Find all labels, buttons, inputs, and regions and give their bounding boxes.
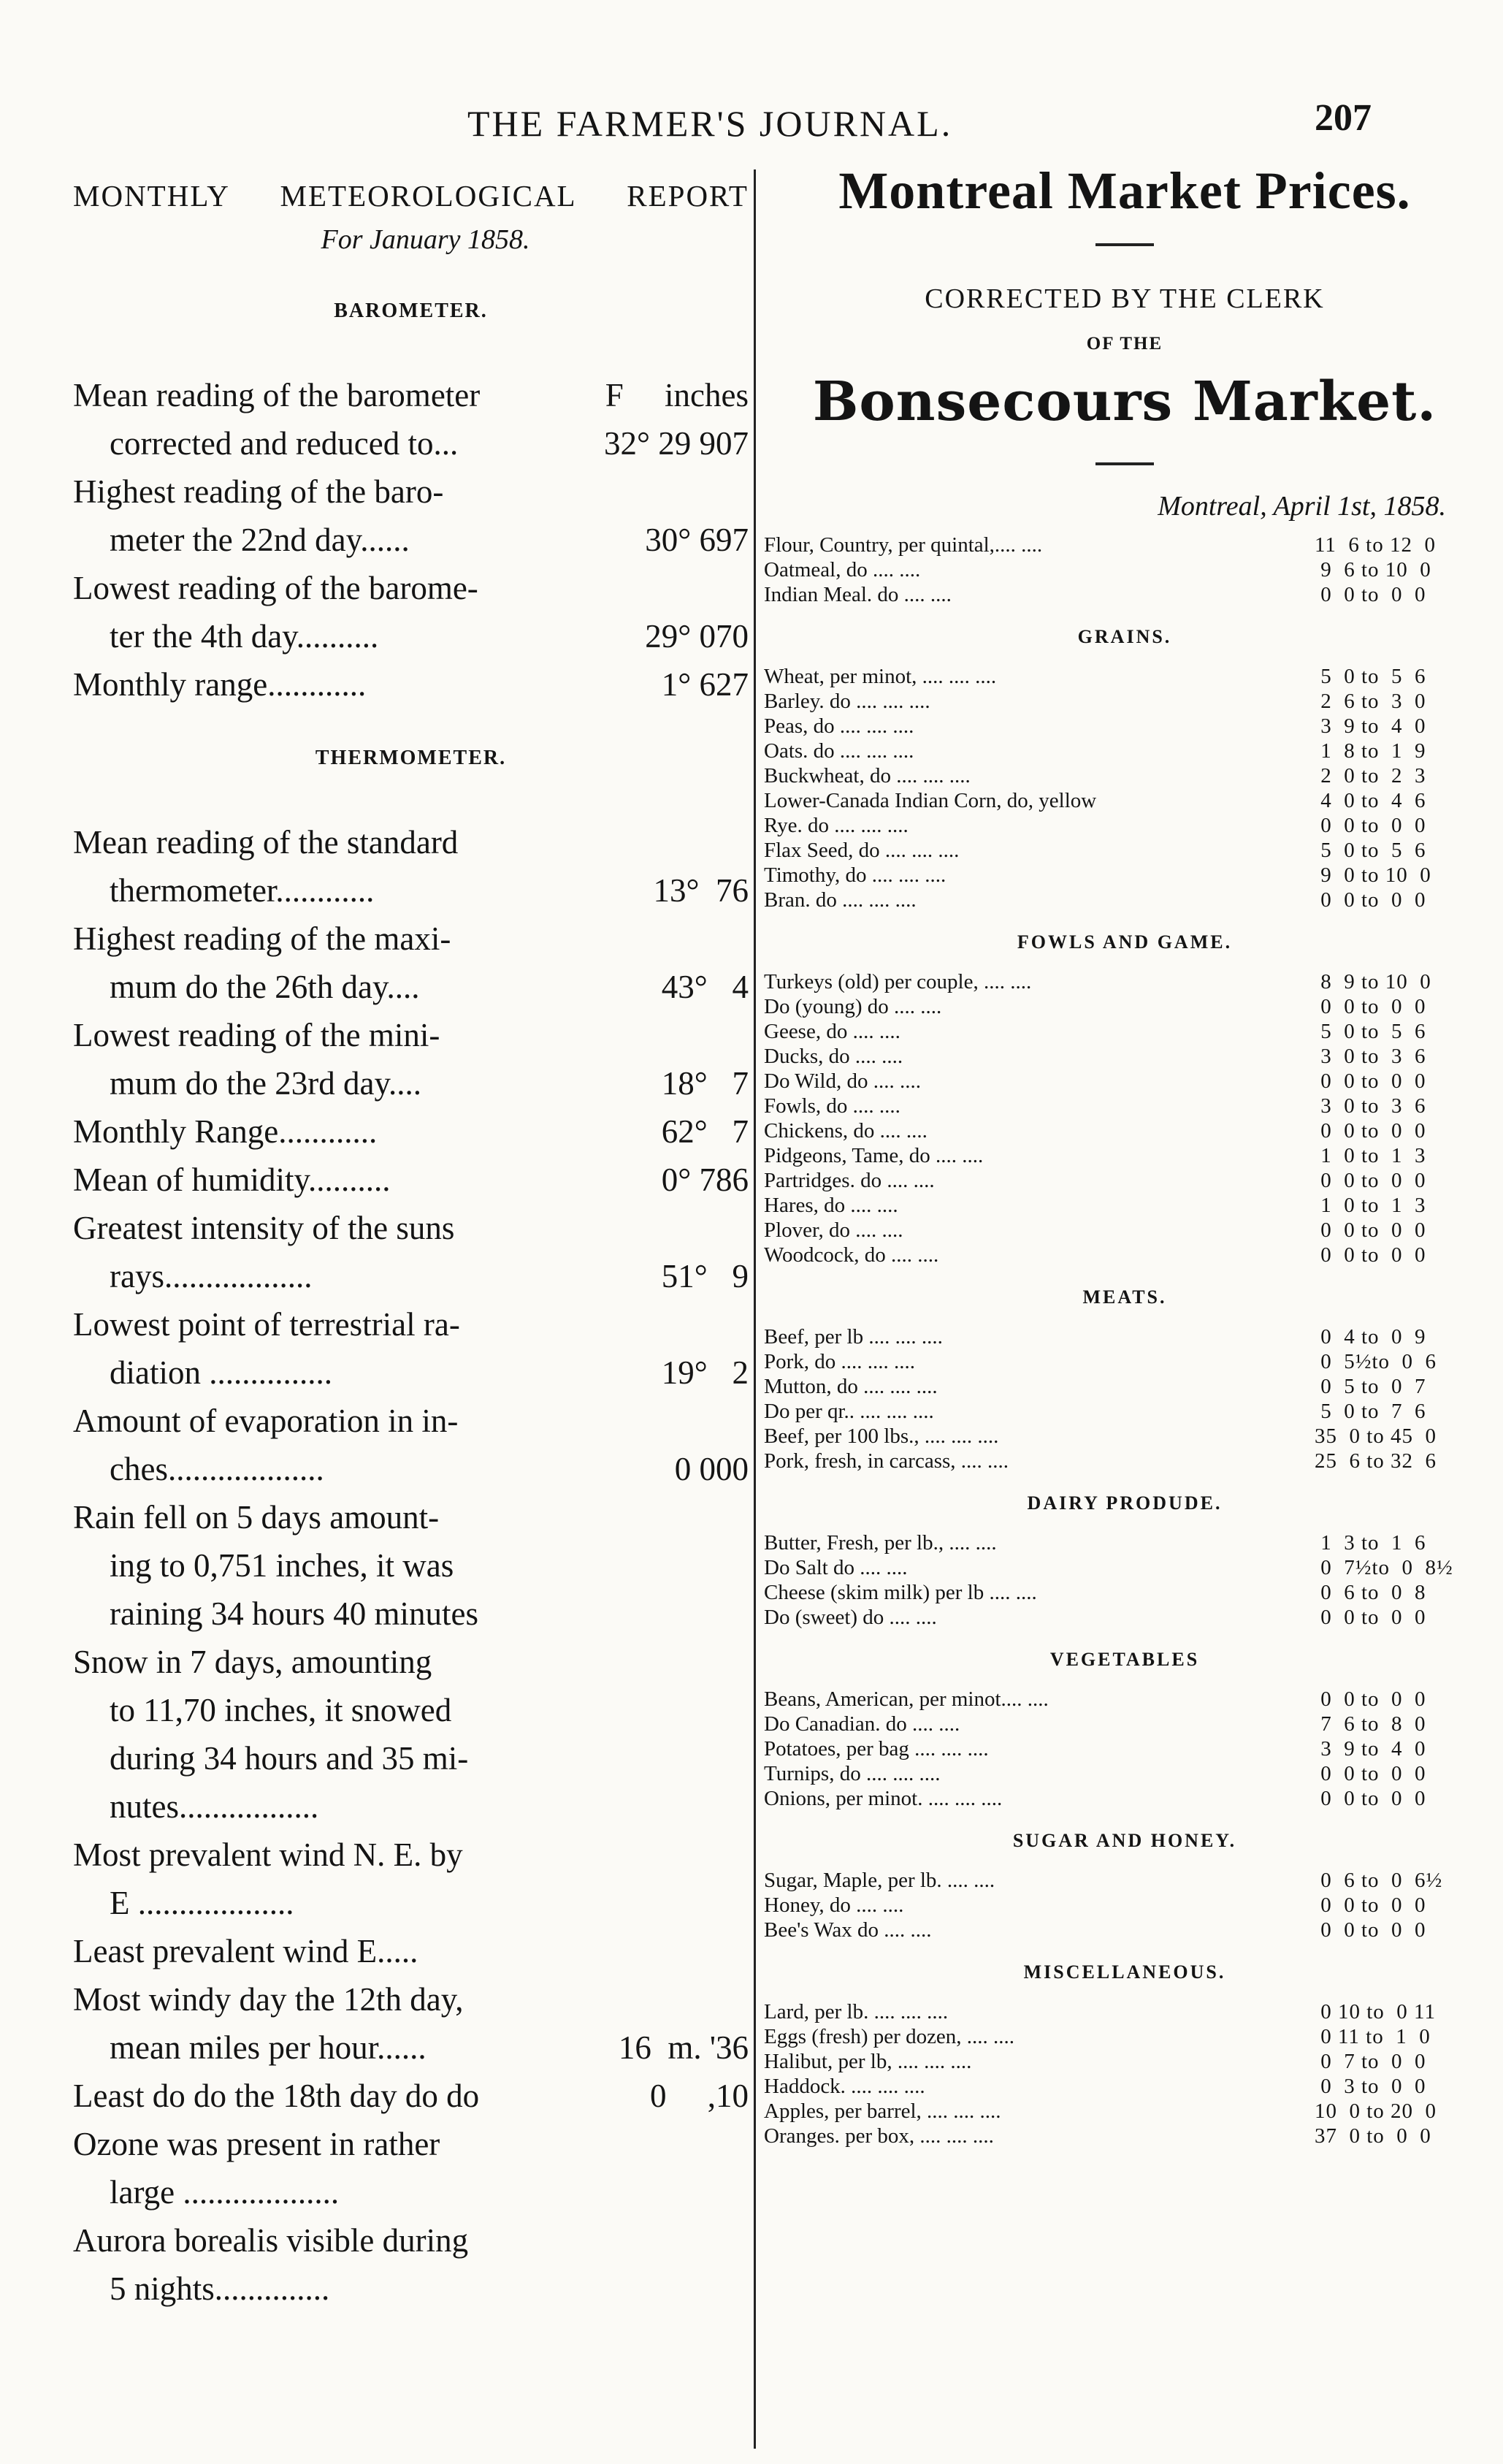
report-row [73, 1782, 749, 1831]
report-row-value: 30° 697 [645, 522, 749, 558]
report-title-word: MONTHLY [73, 179, 230, 213]
column-divider [754, 169, 756, 2449]
price-item-label: Beef, per lb .... .... .... [764, 1325, 943, 1349]
report-row-label: Mean of humidity.......... [73, 1162, 391, 1198]
of-the: OF THE [1086, 334, 1163, 354]
report-row-label: meter the 22nd day...... [110, 522, 410, 558]
price-list [760, 969, 1490, 1267]
price-item-label: Buckwheat, do .... .... .... [764, 764, 971, 787]
price-row [764, 1374, 1490, 1399]
price-item-label: Beans, American, per minot.... .... [764, 1687, 1049, 1711]
price-row [764, 1349, 1490, 1374]
report-row-value: 62° 7 [661, 1113, 749, 1150]
report-row-label: 5 nights.............. [110, 2270, 330, 2307]
price-item-label: Do Salt do .... .... [764, 1556, 908, 1579]
price-row [764, 1424, 1490, 1449]
price-item-label: Chickens, do .... .... [764, 1119, 928, 1143]
price-item-label: Butter, Fresh, per lb., .... .... [764, 1531, 997, 1555]
price-row [764, 1449, 1490, 1473]
report-row [73, 468, 749, 516]
report-row [73, 564, 749, 612]
report-row-label: Most prevalent wind N. E. by [73, 1836, 463, 1873]
report-row-label: Mean reading of the barometer [73, 377, 481, 413]
price-item-label: Pork, fresh, in carcass, .... .... [764, 1449, 1009, 1473]
price-row [764, 2024, 1490, 2049]
price-item-label: Lower-Canada Indian Corn, do, yellow [764, 789, 1097, 812]
price-item-label: Flour, Country, per quintal,.... .... [764, 533, 1043, 557]
report-row [73, 2168, 749, 2216]
price-item-value: 1 8 to 1 9 [1315, 739, 1426, 763]
report-row [73, 1831, 749, 1879]
price-item-value: 0 0 to 0 0 [1315, 583, 1426, 606]
price-item-label: Peas, do .... .... .... [764, 714, 914, 738]
report-row [73, 1975, 749, 2024]
price-list [760, 1687, 1490, 1811]
barometer-heading: BAROMETER. [334, 300, 488, 322]
report-row-label: Snow in 7 days, amounting [73, 1644, 432, 1680]
report-row-label: mum do the 26th day.... [110, 969, 420, 1005]
price-group [760, 1286, 1490, 1473]
price-item-label: Potatoes, per bag .... .... .... [764, 1737, 989, 1761]
report-row-label: corrected and reduced to... [110, 425, 459, 462]
price-row [764, 533, 1490, 557]
report-row [73, 1397, 749, 1445]
report-row-label: Lowest reading of the barome- [73, 570, 478, 606]
report-row-label: Monthly Range............ [73, 1113, 378, 1150]
price-row [764, 1712, 1490, 1736]
report-row-label: Amount of evaporation in in- [73, 1403, 459, 1439]
price-list [760, 1530, 1490, 1630]
price-row [764, 969, 1490, 994]
report-row [73, 1493, 749, 1541]
report-row-label: thermometer............ [110, 872, 375, 909]
report-row [73, 1011, 749, 1059]
report-row-label: Least do do the 18th day do do [73, 2078, 480, 2114]
report-row [73, 2072, 749, 2120]
price-item-label: Plover, do .... .... [764, 1218, 903, 1242]
price-list [760, 664, 1490, 912]
price-item-label: Timothy, do .... .... .... [764, 863, 946, 887]
price-item-value: 8 9 to 10 0 [1315, 970, 1431, 993]
price-row [764, 1736, 1490, 1761]
report-row-label: Most windy day the 12th day, [73, 1981, 464, 2018]
price-item-value: 0 6 to 0 6½ [1315, 1869, 1443, 1892]
price-item-label: Hares, do .... .... [764, 1194, 898, 1217]
price-row [764, 1786, 1490, 1811]
price-row [764, 1580, 1490, 1605]
report-row [73, 1541, 749, 1590]
report-row-label: Highest reading of the baro- [73, 473, 444, 510]
report-row [73, 1107, 749, 1156]
report-row-label: Highest reading of the maxi- [73, 920, 451, 957]
report-row-label: Lowest reading of the mini- [73, 1017, 440, 1053]
report-row [73, 1059, 749, 1107]
price-row [764, 1605, 1490, 1630]
report-row-label: Mean reading of the standard [73, 824, 459, 861]
price-item-value: 0 0 to 0 0 [1315, 1687, 1426, 1711]
price-group-heading: SUGAR AND HONEY. [1012, 1830, 1237, 1851]
price-row [764, 1019, 1490, 1044]
price-row [764, 2099, 1490, 2124]
price-item-value: 10 0 to 20 0 [1315, 2099, 1437, 2123]
report-row [73, 963, 749, 1011]
report-row [73, 371, 749, 419]
price-list [760, 533, 1490, 607]
running-header [0, 96, 1503, 155]
report-row-label: Least prevalent wind E..... [73, 1933, 418, 1969]
price-row [764, 2074, 1490, 2099]
price-group-heading: MISCELLANEOUS. [1023, 1961, 1226, 1983]
price-item-label: Sugar, Maple, per lb. .... .... [764, 1869, 995, 1892]
price-row [764, 1069, 1490, 1094]
price-item-value: 0 0 to 0 0 [1315, 1169, 1426, 1192]
price-item-value: 2 6 to 3 0 [1315, 690, 1426, 713]
report-row [73, 915, 749, 963]
price-item-label: Flax Seed, do .... .... .... [764, 839, 960, 862]
price-item-value: 5 0 to 5 6 [1315, 665, 1426, 688]
report-row [73, 1734, 749, 1782]
report-row-label: rays.................. [110, 1258, 313, 1294]
price-item-label: Woodcock, do .... .... [764, 1243, 939, 1267]
report-row [73, 1686, 749, 1734]
price-item-label: Haddock. .... .... .... [764, 2075, 925, 2098]
price-row [764, 1761, 1490, 1786]
price-item-label: Indian Meal. do .... .... [764, 583, 952, 606]
report-row-value: 1° 627 [661, 666, 749, 703]
price-row [764, 664, 1490, 689]
price-row [764, 1143, 1490, 1168]
price-item-label: Rye. do .... .... .... [764, 814, 909, 837]
price-groups [760, 533, 1490, 2148]
report-row [73, 2265, 749, 2313]
report-row [73, 1879, 749, 1927]
price-item-label: Fowls, do .... .... [764, 1094, 900, 1118]
report-row-label: raining 34 hours 40 minutes [110, 1595, 478, 1632]
price-item-value: 0 11 to 1 0 [1315, 2025, 1431, 2048]
price-item-label: Barley. do .... .... .... [764, 690, 930, 713]
report-row [73, 1204, 749, 1252]
market-prices-title: Montreal Market Prices. [838, 161, 1411, 220]
report-row [73, 1300, 749, 1349]
price-group-heading: DAIRY PRODUDE. [1027, 1492, 1223, 1514]
price-row [764, 1555, 1490, 1580]
report-row [73, 419, 749, 468]
price-item-value: 1 0 to 1 3 [1315, 1144, 1426, 1167]
price-item-value: 2 0 to 2 3 [1315, 764, 1426, 787]
report-row [73, 1156, 749, 1204]
price-item-value: 0 10 to 0 11 [1315, 2000, 1436, 2024]
price-item-value: 0 0 to 0 0 [1315, 1606, 1426, 1629]
price-row [764, 1193, 1490, 1218]
report-row-label: large ................... [110, 2174, 340, 2211]
report-title-word: REPORT [627, 179, 749, 213]
price-group-heading: FOWLS AND GAME. [1017, 931, 1233, 953]
price-item-value: 1 3 to 1 6 [1315, 1531, 1426, 1555]
price-item-label: Pork, do .... .... .... [764, 1350, 916, 1373]
price-row [764, 838, 1490, 863]
market-name: Bonsecours Market. [812, 370, 1437, 433]
price-item-label: Cheese (skim milk) per lb .... .... [764, 1581, 1037, 1604]
price-item-value: 0 5½to 0 6 [1315, 1350, 1437, 1373]
price-item-label: Halibut, per lb, .... .... .... [764, 2050, 972, 2073]
price-item-value: 0 4 to 0 9 [1315, 1325, 1426, 1349]
price-row [764, 1999, 1490, 2024]
report-row-label: during 34 hours and 35 mi- [110, 1740, 469, 1777]
price-item-value: 11 6 to 12 0 [1315, 533, 1436, 557]
price-item-label: Lard, per lb. .... .... .... [764, 2000, 949, 2024]
price-row [764, 2124, 1490, 2148]
price-item-label: Apples, per barrel, .... .... .... [764, 2099, 1001, 2123]
price-group-heading: MEATS. [1082, 1286, 1167, 1308]
report-row [73, 818, 749, 866]
report-row-value: 32° 29 907 [604, 425, 749, 462]
price-item-value: 3 0 to 3 6 [1315, 1045, 1426, 1068]
price-item-label: Pidgeons, Tame, do .... .... [764, 1144, 984, 1167]
report-row [73, 2024, 749, 2072]
price-list [760, 1999, 1490, 2148]
price-item-label: Turkeys (old) per couple, .... .... [764, 970, 1032, 993]
report-title-word: METEOROLOGICAL [280, 179, 577, 213]
price-item-label: Do per qr.. .... .... .... [764, 1400, 934, 1423]
report-row-label: mean miles per hour...... [110, 2029, 427, 2066]
report-row-label: nutes................. [110, 1788, 319, 1825]
price-group-heading: GRAINS. [1077, 626, 1172, 647]
corrected-by: CORRECTED BY THE CLERK [925, 283, 1325, 314]
price-item-label: Mutton, do .... .... .... [764, 1375, 938, 1398]
price-item-value: 0 7 to 0 0 [1315, 2050, 1426, 2073]
price-row [764, 1868, 1490, 1893]
report-row [73, 516, 749, 564]
title-rule [1095, 243, 1154, 246]
price-item-label: Do Canadian. do .... .... [764, 1712, 960, 1736]
price-item-value: 0 0 to 0 0 [1315, 1069, 1426, 1093]
report-row-label: Aurora borealis visible during [73, 2222, 469, 2259]
price-item-value: 5 0 to 5 6 [1315, 839, 1426, 862]
price-item-label: Wheat, per minot, .... .... .... [764, 665, 997, 688]
market-rule [1095, 462, 1154, 465]
price-item-value: 0 5 to 0 7 [1315, 1375, 1426, 1398]
price-row [764, 788, 1490, 813]
price-item-label: Oranges. per box, .... .... .... [764, 2124, 994, 2148]
price-item-value: 0 0 to 0 0 [1315, 888, 1426, 912]
price-item-value: 0 0 to 0 0 [1315, 1918, 1426, 1942]
price-row [764, 1243, 1490, 1267]
price-item-value: 0 0 to 0 0 [1315, 1762, 1426, 1785]
report-row [73, 866, 749, 915]
report-row [73, 2120, 749, 2168]
price-row [764, 2049, 1490, 2074]
price-item-value: 0 6 to 0 8 [1315, 1581, 1426, 1604]
price-group [760, 931, 1490, 1267]
price-item-value: 35 0 to 45 0 [1315, 1424, 1437, 1448]
price-group [760, 1649, 1490, 1811]
price-item-label: Bee's Wax do .... .... [764, 1918, 932, 1942]
report-row-label: E ................... [110, 1885, 294, 1921]
price-item-label: Onions, per minot. .... .... .... [764, 1787, 1003, 1810]
report-row-value: 19° 2 [661, 1354, 749, 1391]
report-row [73, 1349, 749, 1397]
report-row-value: 16 m. '36 [618, 2029, 749, 2066]
price-row [764, 714, 1490, 739]
report-row-label: Ozone was present in rather [73, 2126, 440, 2162]
price-row [764, 1218, 1490, 1243]
price-row [764, 1893, 1490, 1918]
price-row [764, 1918, 1490, 1942]
price-row [764, 1687, 1490, 1712]
report-row-value: 0 ,10 [650, 2078, 749, 2114]
price-item-value: 7 6 to 8 0 [1315, 1712, 1426, 1736]
report-row [73, 1590, 749, 1638]
price-item-label: Do (young) do .... .... [764, 995, 942, 1018]
report-row-value: 18° 7 [661, 1065, 749, 1102]
report-row-label: Lowest point of terrestrial ra- [73, 1306, 460, 1343]
report-row [73, 612, 749, 660]
price-item-value: 3 9 to 4 0 [1315, 1737, 1426, 1761]
price-item-value: 0 0 to 0 0 [1315, 1893, 1426, 1917]
price-item-label: Ducks, do .... .... [764, 1045, 903, 1068]
report-subtitle: For January 1858. [321, 224, 530, 255]
price-item-value: 0 0 to 0 0 [1315, 995, 1426, 1018]
price-group [760, 533, 1490, 607]
dateline: Montreal, April 1st, 1858. [1158, 491, 1446, 522]
price-item-value: 25 6 to 32 6 [1315, 1449, 1437, 1473]
price-row [764, 582, 1490, 607]
price-item-value: 0 0 to 0 0 [1315, 1119, 1426, 1143]
price-item-value: 4 0 to 4 6 [1315, 789, 1426, 812]
price-item-label: Do (sweet) do .... .... [764, 1606, 937, 1629]
report-row [73, 660, 749, 709]
report-row-label: ches................... [110, 1451, 324, 1487]
market-prices [760, 161, 1490, 2148]
price-group [760, 626, 1490, 912]
price-row [764, 1399, 1490, 1424]
price-item-label: Partridges. do .... .... [764, 1169, 935, 1192]
report-row-label: diation ............... [110, 1354, 332, 1391]
report-row [73, 1445, 749, 1493]
price-group [760, 1492, 1490, 1630]
price-item-label: Eggs (fresh) per dozen, .... .... [764, 2025, 1015, 2048]
report-row [73, 1638, 749, 1686]
price-list [760, 1868, 1490, 1942]
report-row-value: 0 000 [674, 1451, 749, 1487]
report-row [73, 2216, 749, 2265]
price-item-value: 3 0 to 3 6 [1315, 1094, 1426, 1118]
price-item-value: 5 0 to 5 6 [1315, 1020, 1426, 1043]
report-row [73, 1927, 749, 1975]
price-row [764, 1044, 1490, 1069]
price-row [764, 557, 1490, 582]
price-row [764, 1118, 1490, 1143]
report-row-value: F inches [605, 377, 749, 413]
price-row [764, 863, 1490, 888]
price-row [764, 763, 1490, 788]
price-item-value: 9 6 to 10 0 [1315, 558, 1431, 581]
price-item-label: Oats. do .... .... .... [764, 739, 914, 763]
price-item-value: 0 0 to 0 0 [1315, 814, 1426, 837]
thermometer-heading: THERMOMETER. [315, 747, 507, 769]
page-number: 207 [1315, 97, 1372, 139]
barometer-rows [73, 371, 749, 709]
report-row-label: ter the 4th day.......... [110, 618, 379, 655]
price-row [764, 1530, 1490, 1555]
thermometer-rows [73, 818, 749, 2313]
price-row [764, 689, 1490, 714]
report-row-value: 29° 070 [645, 618, 749, 655]
meteorological-report [73, 175, 749, 2313]
price-item-label: Beef, per 100 lbs., .... .... .... [764, 1424, 999, 1448]
price-list [760, 1324, 1490, 1473]
report-row-value: 51° 9 [661, 1258, 749, 1294]
price-row [764, 994, 1490, 1019]
price-row [764, 888, 1490, 912]
report-row-value: 43° 4 [661, 969, 749, 1005]
price-item-value: 5 0 to 7 6 [1315, 1400, 1426, 1423]
report-row-label: Greatest intensity of the suns [73, 1210, 455, 1246]
running-title: THE FARMER'S JOURNAL. [467, 103, 953, 144]
price-item-label: Bran. do .... .... .... [764, 888, 917, 912]
report-row [73, 1252, 749, 1300]
price-item-value: 0 7½to 0 8½ [1315, 1556, 1453, 1579]
price-row [764, 1094, 1490, 1118]
report-row-value: 13° 76 [653, 872, 749, 909]
price-item-value: 0 0 to 0 0 [1315, 1243, 1426, 1267]
price-item-label: Oatmeal, do .... .... [764, 558, 921, 581]
price-item-label: Do Wild, do .... .... [764, 1069, 921, 1093]
price-item-value: 0 0 to 0 0 [1315, 1787, 1426, 1810]
price-row [764, 1324, 1490, 1349]
report-row-value: 0° 786 [661, 1162, 749, 1198]
price-group-heading: VEGETABLES [1049, 1649, 1200, 1670]
price-item-value: 1 0 to 1 3 [1315, 1194, 1426, 1217]
price-row [764, 1168, 1490, 1193]
price-item-value: 37 0 to 0 0 [1315, 2124, 1431, 2148]
price-row [764, 813, 1490, 838]
price-item-label: Geese, do .... .... [764, 1020, 900, 1043]
price-item-value: 9 0 to 10 0 [1315, 863, 1431, 887]
report-title [73, 178, 749, 213]
price-row [764, 739, 1490, 763]
report-row-label: to 11,70 inches, it snowed [110, 1692, 452, 1728]
report-row-label: Rain fell on 5 days amount- [73, 1499, 440, 1536]
price-item-label: Turnips, do .... .... .... [764, 1762, 941, 1785]
price-group [760, 1961, 1490, 2148]
price-group [760, 1830, 1490, 1942]
report-row-label: ing to 0,751 inches, it was [110, 1547, 454, 1584]
price-item-value: 3 9 to 4 0 [1315, 714, 1426, 738]
report-row-label: mum do the 23rd day.... [110, 1065, 422, 1102]
report-row-label: Monthly range............ [73, 666, 367, 703]
price-item-value: 0 3 to 0 0 [1315, 2075, 1426, 2098]
price-item-label: Honey, do .... .... [764, 1893, 904, 1917]
price-item-value: 0 0 to 0 0 [1315, 1218, 1426, 1242]
